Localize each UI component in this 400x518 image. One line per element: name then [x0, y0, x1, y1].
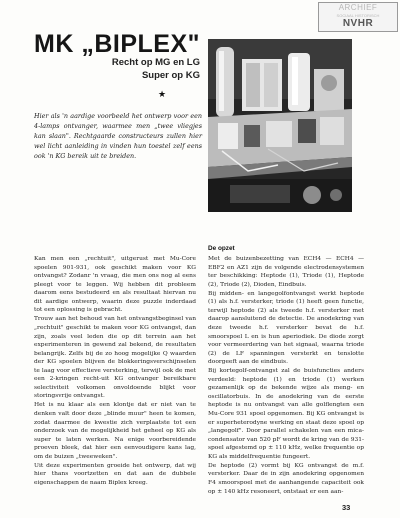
stamp-line-3: NVHR: [342, 18, 374, 29]
right-paragraph: Bij kortegolf-ontvangst zal de buisfuncties anders verdeeld: heptode (1) en triode (1) werken gezamenlijk op de bekende wijze als meng- en oscillatorbuis. In de anodekring van de eerste heptode is nu ontvangst van alle golflengten een Mu-Core 931 spoel opgenomen. Bij KG ontvangst is er superheterodyne werking en staat deze spoel op „langegolf". Door parallel schakelen van een mica-condensator van 520 pF wordt de kring van de 931-spoel afgestemd op ± 110 kHz, welke frequentie op KG als middelfrequentie fungeert.: [208, 368, 364, 460]
chassis-photo-graphic: [208, 39, 352, 212]
article-subtitle-1: Recht op MG en LG: [111, 57, 200, 68]
star-ornament-icon: ★: [158, 90, 167, 100]
page-number: 33: [342, 503, 351, 512]
right-text-column: [208, 255, 364, 496]
stamp-line-1: ARCHIEF: [338, 3, 378, 12]
archive-stamp: [318, 2, 398, 32]
right-paragraph: Met de buizenbezetting van ECH4 — ECH4 — EBF2 en AZ1 zijn de volgende electrodensystemen ter beschikking: Heptode (1), Triode (1), Heptode (2), Triode (2), Dioden, Eindbuis.: [208, 256, 364, 288]
left-paragraph: Kan men een „rechtuit", uitgerust met Mu-Core spoelen 901-931, ook geschikt maken voor KG ontvangst? Zodanr 'n vraag, die men ons nog al eens pleegt voor te leggen. Wij hebben dit probleem daarom eens bestudeerd en als resultaat hiervan nu dit aardige ontwerp, waarin deze puzzle inderdaad tot een oplossing is gebracht.: [34, 256, 196, 314]
left-paragraph: Uit deze experimenten groeide het ontwerp, dat wij hier thans voortzetten en dat aan de dubbele eigenschappen de naam Biplex kreeg.: [34, 462, 196, 486]
left-paragraph: Trouw aan het behoud van het ontvangstbeginsel van „rechtuit" geschikt te maken voor KG ontvangst, dan zijn, zoals veel leden die op dit terrein aan het experimenteren in gewend zal bekend, de resultaten belangrijk. Zelfs bij de zo hoog mogelijke Q waarden der KG spoelen blijven de blokkeringsverschijnselen te laag voor effectieve versterking, terwijl ook de met een 2-kringen recht-uit KG ontvanger bereikbare selectiviteit volkomen onvoldoende blijkt voor storingsvrije ontvangst.: [34, 316, 196, 400]
left-paragraph: Het is nu klaar als een klontje dat er niet van te denken valt door deze „blinde muur" heen te komen, zodat daarmee de kwestie zich verplaatste tot een onderzoek van de mogelijkheid het geheel op KG als super te laten werken. Na enige voorbereidende proeven bleek, dat hier een eenvoudigere kans lag, om de buizen „tweeweken".: [34, 402, 196, 460]
article-intro: Hier als 'n aardige voorbeeld het ontwerp voor een 4-lamps ontvanger, waarmee men „twee vliegjes kan slaan". Rechtgaarde constructeurs zullen hier wel licht aanleiding in vinden hun toestel zelf eens ook 'n KG bereik uit te breiden.: [34, 112, 202, 160]
receiver-chassis-photo: [208, 39, 352, 212]
left-text-column: [34, 255, 196, 488]
right-paragraph: Bij midden- en langegolfontvangst werkt heptode (1) als h.f. versterker, triode (1) heeft geen functie, terwijl heptode (2) als tweede h.f. versterker met daarop aansluitend de detectie. De anodekring van deze tweede h.f. versterker bevat de h.f. smoorspoel L en is hun aperiodiek. De diode zorgt voor vermeerdering van het signaal, waarna triode (2) de LF spanningen versterkt en tenslotte doorgeeft aan de eindbuis.: [208, 290, 364, 366]
right-paragraph: De heptode (2) vormt bij KG ontvangst de m.f. versterker. Daar de in zijn anodekring opgenomen F4 smoorspoel met de aanhangende capaciteit ook op ± 140 kHz resoneert, ontstaat er een aan-: [208, 462, 364, 495]
section-heading: De opzet: [208, 245, 235, 252]
article-title: MK „BIPLEX": [34, 30, 200, 58]
article-subtitle-2: Super op KG: [141, 70, 200, 81]
stamp-line-2: SOCIAAL HISTORISCH: [336, 13, 380, 18]
